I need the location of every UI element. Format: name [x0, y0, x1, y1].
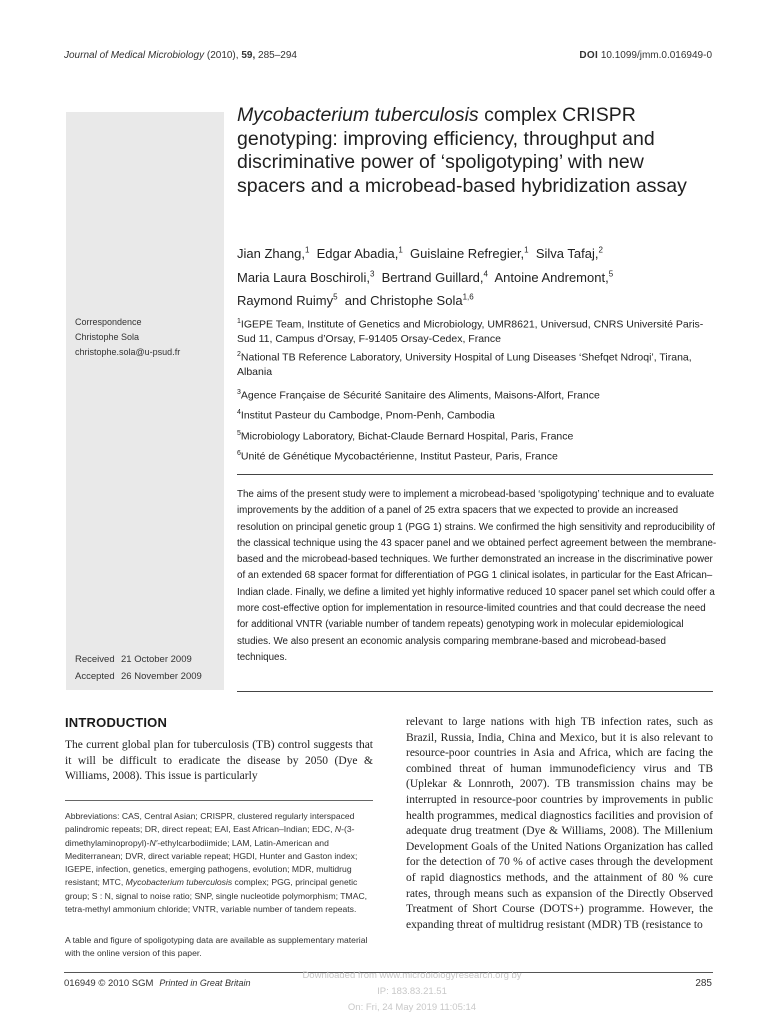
footer-copyright: 016949 © 2010 SGM Printed in Great Britain	[64, 978, 251, 989]
article-title	[237, 104, 717, 198]
download-watermark-ip: IP: 183.83.21.51	[377, 986, 447, 997]
divider	[237, 474, 713, 475]
title-italic: Mycobacterium tuberculosis	[237, 104, 479, 126]
author: Jian Zhang,$^1$	[237, 246, 310, 262]
affiliation: $^1$IGEPE Team, Institute of Genetics and Microbiology, UMR8621, Universud, CNRS Université Paris-Sud 11, Campus d’Orsay, F-91405 Orsay-Cedex, France	[237, 318, 704, 345]
dates	[75, 651, 225, 685]
journal-citation	[64, 50, 297, 61]
author-list	[237, 241, 717, 311]
title-rest: complex CRISPR genotyping: improving efficiency, throughput and discriminative power of ‘spoligotyping’ with new spacers and a microbead-based hybridization assay	[237, 104, 687, 197]
download-watermark-date: On: Fri, 24 May 2019 11:05:14	[347, 1002, 477, 1013]
doi-value: 10.1099/jmm.0.016949-0	[600, 50, 712, 61]
author: Maria Laura Boschiroli,$^3$	[237, 269, 375, 285]
intro-paragraph-right: relevant to large nations with high TB infection rates, such as Brazil, Russia, India, China and Mexico, but it is also relevant to resource-poor countries in Asia and Africa, which are facing the combined threat of human immunodeficiency virus and TB (Uplekar & Lonnroth, 2007). TB transmission chains may be interrupted in resource-poor countries by improvements in public health programmes, medical diagnostics facilities and provision of adequate drug treatment (Dye & Williams, 2008). The Millenium Development Goals of the United Nations Organization has called for the detection of 70 % of active cases through the development of rapid diagnostics methods, and the attainment of 80 % cure rates, through means such as expansion of the Directly Observed Treatment of Short Course (DOTS+) programme. However, the expanding threat of multidrug resistant (MDR) TB (resistance to	[406, 716, 713, 931]
abstract: The aims of the present study were to implement a microbead-based ‘spoligotyping’ technique and to evaluate improvements by the addition of a panel of 25 extra spacers that we expected to provide an increased resolution on principal genetic group 1 (PGG 1) strains. We confirmed the high sensitivity and reproducibility of the classical technique using the 43 spacer panel and we obtained perfect agreement between the membrane-based and the microbead-based techniques. We further demonstrated an increase in the discriminative power of an extended 68 spacer format for differentiation of PGG 1 clinical isolates, in particular for the East African–Indian clade. Finally, we define a limited yet highly informative reduced 10 spacer panel set which could offer a more cost-effective option for implementation in resource-limited countries and that could decrease the need for additional VNTR (variable number of tandem repeats) genotyping work in molecular epidemiological studies. We also present an economic analysis comparing membrane-based and microbead-based techniques.	[237, 489, 717, 663]
download-watermark: Downloaded from www.microbiologyresearch.org by	[302, 970, 522, 981]
doi	[579, 50, 712, 61]
author: and Christophe Sola$^{1,6}$	[344, 292, 474, 308]
journal-volume: 59,	[241, 50, 256, 61]
affiliation: $^4$Institut Pasteur du Cambodge, Pnom-Penh, Cambodia	[237, 409, 495, 422]
correspondence-label: Correspondence	[75, 317, 142, 327]
divider	[237, 691, 713, 692]
accepted-date: Accepted 26 November 2009	[75, 671, 202, 682]
journal-name: Journal of Medical Microbiology	[64, 50, 205, 61]
affiliation: $^5$Microbiology Laboratory, Bichat-Claude Bernard Hospital, Paris, France	[237, 430, 574, 443]
author: Antoine Andremont,$^5$	[494, 269, 614, 285]
author: Raymond Ruimy$^5$	[237, 292, 338, 308]
received-date: Received 21 October 2009	[75, 654, 192, 665]
footnote-divider	[65, 800, 373, 801]
affiliation: $^6$Unité de Génétique Mycobactérienne, Institut Pasteur, Paris, France	[237, 450, 558, 463]
sidebar-panel	[66, 112, 224, 690]
affiliation: $^3$Agence Française de Sécurité Sanitaire des Aliments, Maisons-Alfort, France	[237, 389, 600, 402]
correspondence-name: Christophe Sola	[75, 332, 140, 342]
page-number: 285	[695, 978, 712, 989]
correspondence-email[interactable]: christophe.sola@u-psud.fr	[75, 347, 181, 357]
abbreviations: Abbreviations: CAS, Central Asian; CRISPR, clustered regularly interspaced palindromic repeats; DR, direct repeat; EAI, East African–Indian; EDC, N-(3-dimethylaminopropyl)-N′-ethylcarbodiimide; LAM, Latin-American and Mediterranean; DVR, direct variable repeat; HGDI, Hunter and Gaston index; IGEPE, infection, genetics, emerging pathogens, evolution; MDR, multidrug resistant; MTC, Mycobacterium tuberculosis complex; PGG, principal genetic group; S : N, signal to noise ratio; SNP, single nucleotide polymorphism; TMAC, tetra-methyl ammonium chloride; VNTR, variable number of tandem repeats.	[65, 811, 368, 915]
affiliation: $^2$National TB Reference Laboratory, University Hospital of Lung Diseases ‘Shefqet Ndroqi’, Tirana, Albania	[237, 351, 692, 378]
author: Silva Tafaj,$^2$	[535, 246, 603, 262]
correspondence	[75, 315, 225, 360]
supplementary-note: A table and figure of spoligotyping data are available as supplementary material with the online version of this paper.	[65, 935, 368, 959]
intro-paragraph-left: The current global plan for tuberculosis (TB) control suggests that it will be difficult to eradicate the disease by 2050 (Dye & Williams, 2008). This issue is particularly	[65, 739, 373, 783]
author: Edgar Abadia,$^1$	[316, 246, 403, 262]
section-heading: INTRODUCTION	[65, 715, 168, 730]
author: Bertrand Guillard,$^4$	[381, 269, 488, 285]
journal-pages: 285–294	[258, 50, 297, 61]
doi-label: DOI	[579, 50, 599, 61]
journal-year: (2010),	[206, 50, 239, 61]
author: Guislaine Refregier,$^1$	[410, 246, 529, 262]
